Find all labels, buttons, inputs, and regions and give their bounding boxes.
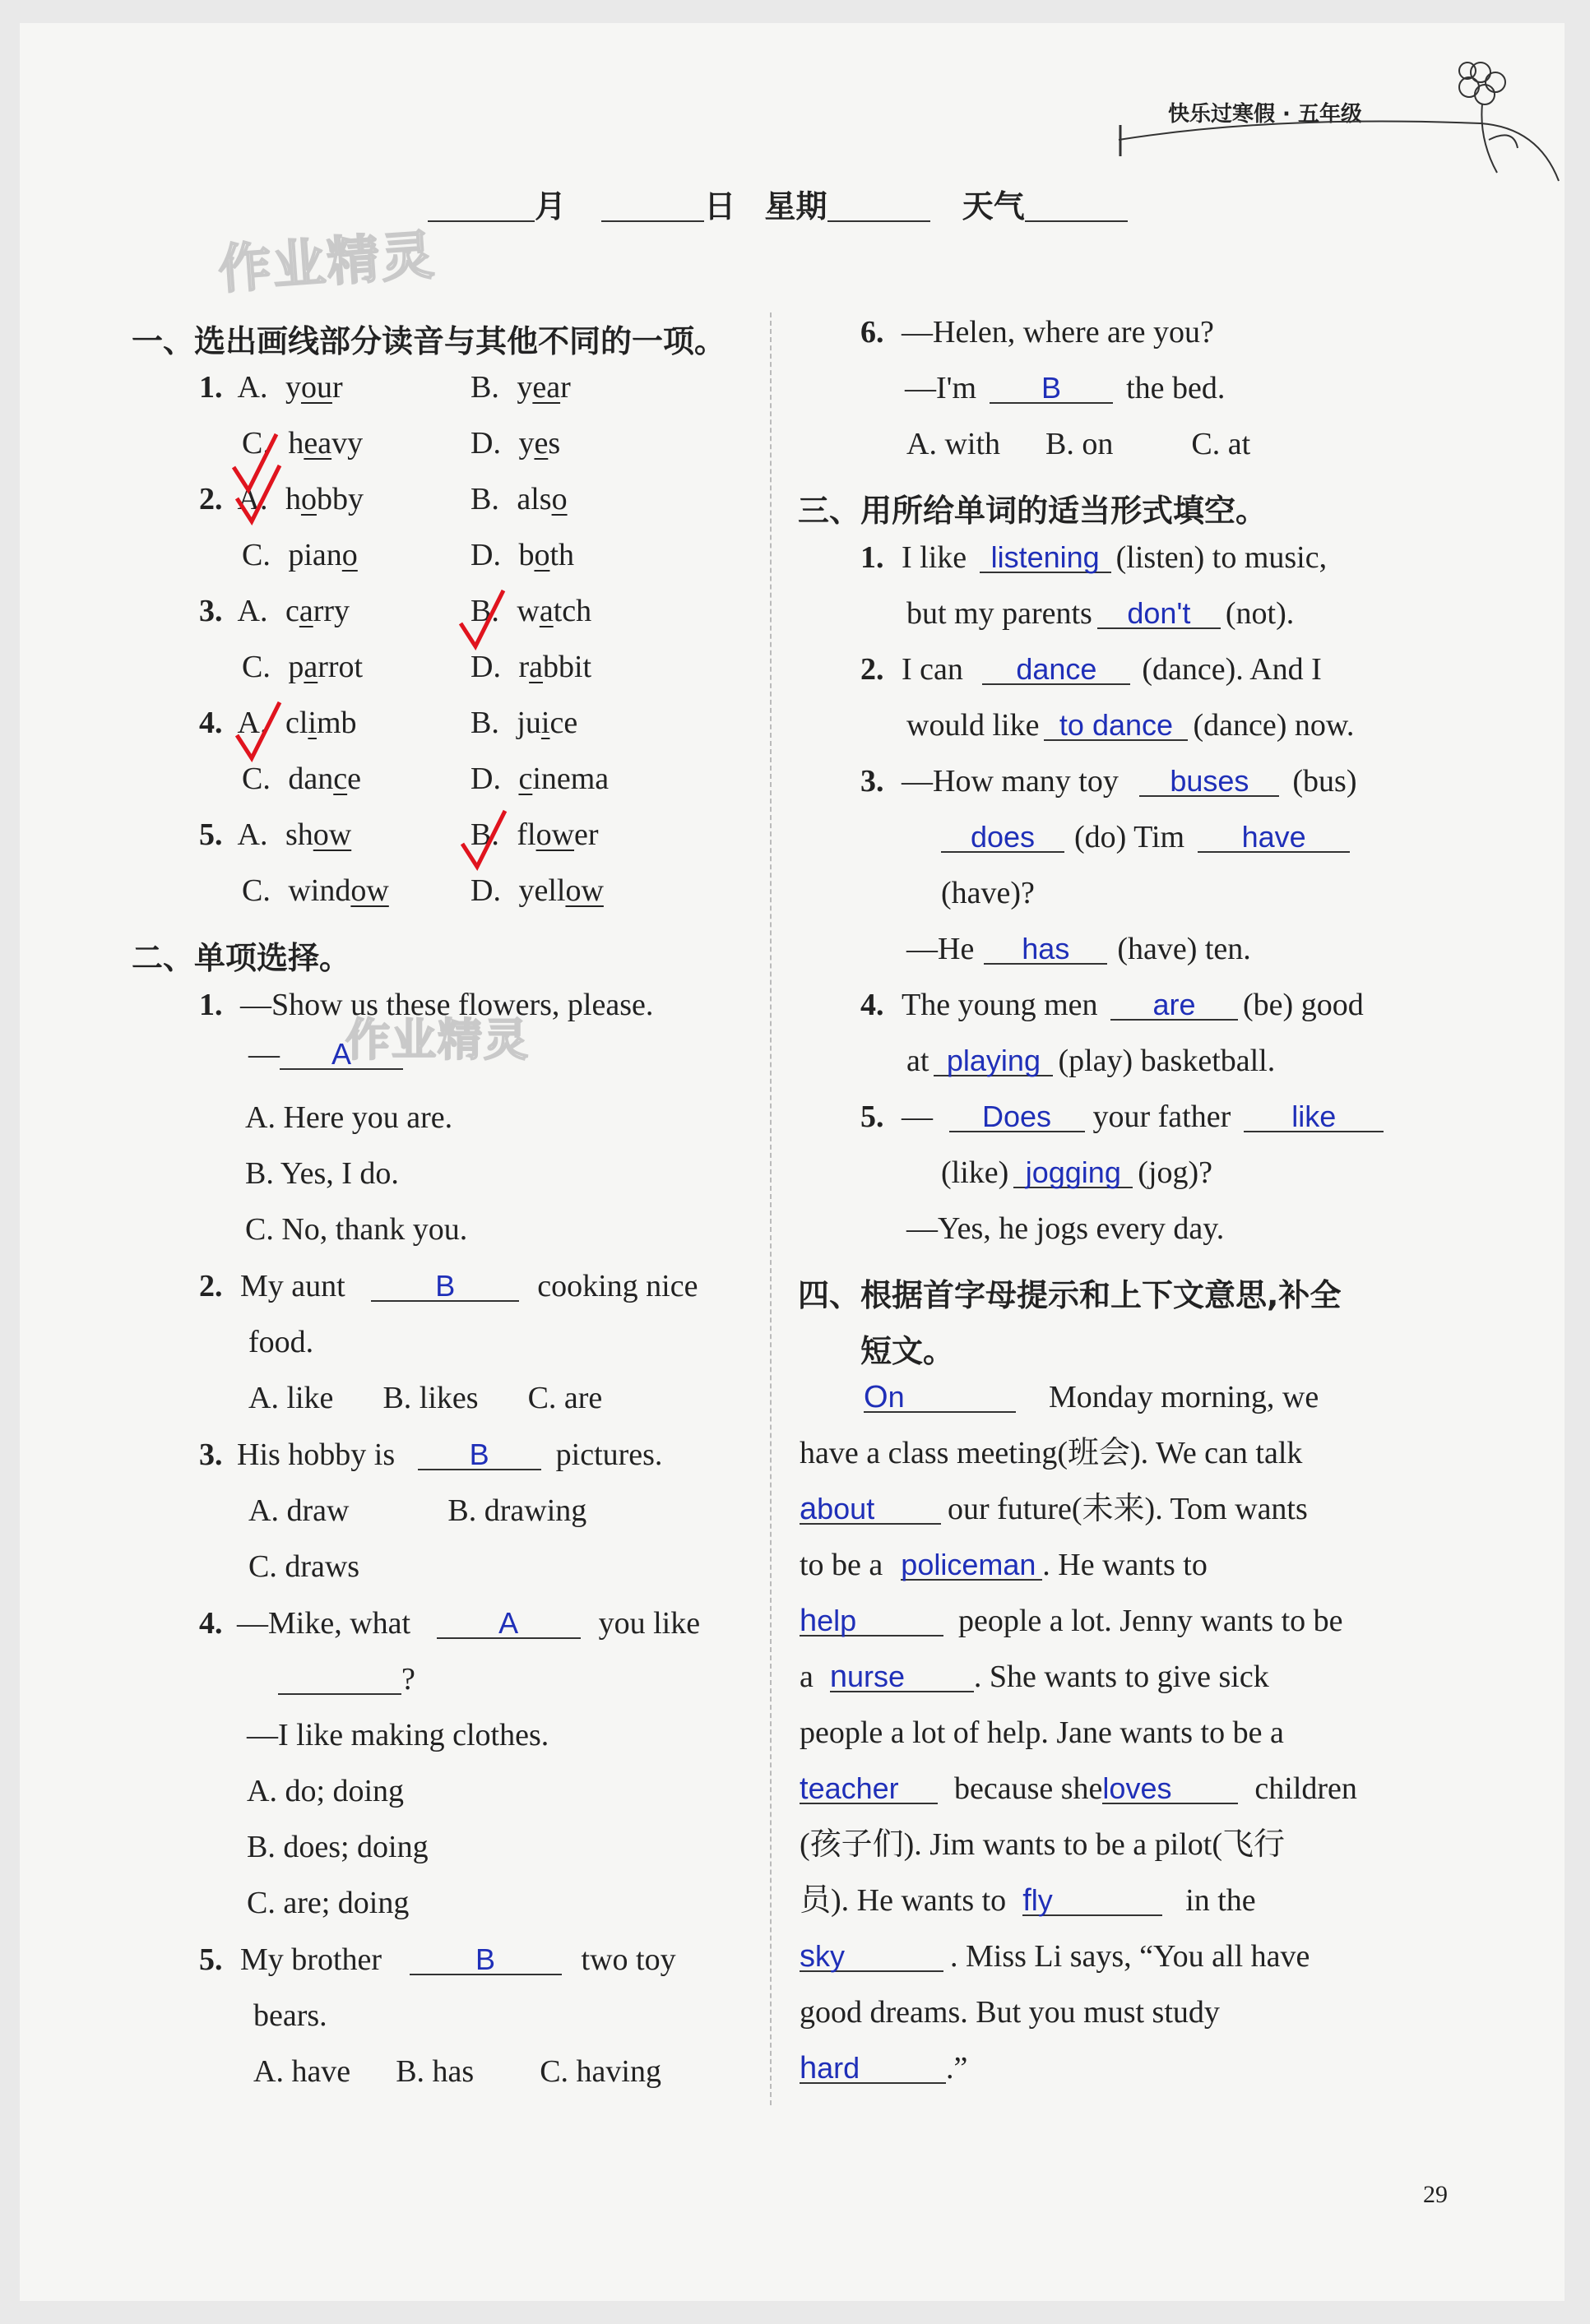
s3-q3-line2: does (do) Tim have bbox=[941, 822, 1350, 853]
s1-item-option: B. year bbox=[471, 370, 571, 405]
s1-item-option: C. parrot bbox=[242, 650, 364, 684]
s3-q5-line2: (like) jogging (jog)? bbox=[941, 1155, 1213, 1190]
s4-line3: about our future(未来). Tom wants bbox=[800, 1492, 1308, 1526]
s2-q4: 4. —Mike, what A you like bbox=[199, 1606, 701, 1641]
s1-item-option: B. flower bbox=[471, 817, 599, 852]
s3-q4-line2: at playing (play) basketball. bbox=[906, 1044, 1276, 1078]
s2-q1-opt-b: B. Yes, I do. bbox=[245, 1156, 399, 1191]
s3-q1: 1. I like listening (listen) to music, bbox=[860, 540, 1328, 575]
check-mark-icon bbox=[457, 586, 507, 651]
s3-q1-line2: but my parents don't (not). bbox=[906, 596, 1295, 631]
s1-item-option: D. yellow bbox=[471, 873, 604, 908]
s2-q6: 6. —Helen, where are you? bbox=[860, 315, 1214, 350]
page-number: 29 bbox=[1423, 2181, 1448, 2208]
s3-q3: 3. —How many toy buses (bus) bbox=[860, 764, 1357, 799]
s1-item-row: 1. A. your bbox=[199, 370, 343, 405]
date-line: 月 日 星期 天气 bbox=[428, 191, 1128, 222]
header-decoration bbox=[1110, 49, 1571, 189]
s4-line10: 员). He wants to fly in the bbox=[800, 1883, 1256, 1918]
s1-item-option: C. piano bbox=[242, 538, 358, 572]
watermark: 作业精灵 bbox=[216, 225, 438, 302]
s4-line8: teacher because sheloves children bbox=[800, 1771, 1357, 1806]
s1-item-row: 2. A. hobby bbox=[199, 482, 364, 516]
s3-q5: 5. — Does your father like bbox=[860, 1101, 1384, 1132]
s2-q6-opts: A. with B. on C. at bbox=[906, 427, 1251, 461]
section1-title: 一、选出画线部分读音与其他不同的一项。 bbox=[132, 323, 726, 359]
s1-item-row: 4. A. climb bbox=[199, 706, 357, 740]
s2-q4-opt-c: C. are; doing bbox=[247, 1886, 410, 1920]
s1-item-option: C. heavy bbox=[242, 426, 364, 461]
s3-q2-line2: would like to dance (dance) now. bbox=[906, 708, 1355, 743]
s4-line7: people a lot of help. Jane wants to be a bbox=[800, 1715, 1284, 1750]
s1-item-option: B. watch bbox=[471, 594, 592, 628]
s4-line13: hard .” bbox=[800, 2051, 968, 2086]
s2-q5: 5. My brother B two toy bbox=[199, 1942, 676, 1977]
section3-title: 三、用所给单词的适当形式填空。 bbox=[798, 493, 1268, 529]
s1-item-option: C. dance bbox=[242, 762, 361, 796]
s2-q1: 1. —Show us these flowers, please. bbox=[199, 988, 654, 1022]
s2-q4-opt-b: B. does; doing bbox=[247, 1830, 429, 1864]
s2-q5-opts: A. have B. has C. having bbox=[253, 2054, 661, 2089]
s1-item-option: D. both bbox=[471, 538, 575, 572]
s3-q4: 4. The young men are (be) good bbox=[860, 988, 1364, 1022]
s4-line2: have a class meeting(班会). We can talk bbox=[800, 1436, 1303, 1470]
s4-line4: to be a policeman . He wants to bbox=[800, 1548, 1208, 1582]
section2-title: 二、单项选择。 bbox=[132, 940, 351, 976]
s4-line5: help people a lot. Jenny wants to be bbox=[800, 1604, 1343, 1638]
header-title: 快乐过寒假 · 五年级 bbox=[1168, 102, 1362, 127]
column-divider bbox=[770, 312, 772, 2105]
s4-line12: good dreams. But you must study bbox=[800, 1995, 1220, 2030]
s2-q2-opts: A. like B. likes C. are bbox=[248, 1381, 603, 1415]
s1-item-row: 5. A. show bbox=[199, 817, 352, 852]
check-mark-icon bbox=[234, 461, 283, 526]
s2-q4-line2: ? bbox=[278, 1664, 415, 1695]
s1-item-option: D. rabbit bbox=[471, 650, 592, 684]
s4-line11: sky . Miss Li says, “You all have bbox=[800, 1939, 1310, 1974]
section4-title: 四、根据首字母提示和上下文意思,补全 bbox=[798, 1277, 1342, 1313]
check-mark-icon bbox=[234, 697, 283, 763]
s2-q3-opts: A. draw B. drawing bbox=[248, 1493, 587, 1528]
flower-icon bbox=[1459, 62, 1518, 173]
s3-q3-line3: (have)? bbox=[941, 876, 1035, 910]
s1-item-option: B. juice bbox=[471, 706, 578, 740]
s2-q6-answer: —I'm B the bed. bbox=[905, 371, 1226, 405]
check-mark-icon bbox=[459, 806, 508, 872]
s2-q5-line2: bears. bbox=[253, 1998, 327, 2033]
s3-q3-line4: —He has (have) ten. bbox=[906, 932, 1251, 966]
s2-q2: 2. My aunt B cooking nice bbox=[199, 1269, 698, 1303]
s1-item-option: D. cinema bbox=[471, 762, 610, 796]
section4-title-2: 短文。 bbox=[860, 1333, 955, 1369]
s2-q1-opt-c: C. No, thank you. bbox=[245, 1212, 468, 1247]
s4-line6: a nurse . She wants to give sick bbox=[800, 1660, 1269, 1694]
s1-item-option: D. yes bbox=[471, 426, 561, 461]
s2-q1-answer: — A bbox=[248, 1039, 403, 1070]
s2-q4-reply: —I like making clothes. bbox=[247, 1718, 549, 1752]
watermark-2: 作业精灵 bbox=[345, 1014, 530, 1066]
s2-q3: 3. His hobby is B pictures. bbox=[199, 1437, 663, 1472]
s4-line9: (孩子们). Jim wants to be a pilot(飞行 bbox=[800, 1827, 1285, 1862]
s2-q2-line2: food. bbox=[248, 1325, 314, 1359]
s2-q1-opt-a: A. Here you are. bbox=[245, 1100, 453, 1135]
s1-item-option: B. also bbox=[471, 482, 568, 516]
s3-q2: 2. I can dance (dance). And I bbox=[860, 652, 1322, 687]
s2-q4-opt-a: A. do; doing bbox=[247, 1774, 405, 1808]
s1-item-option: C. window bbox=[242, 873, 389, 908]
s3-q5-reply: —Yes, he jogs every day. bbox=[906, 1211, 1225, 1246]
s2-q3-opt-c: C. draws bbox=[248, 1549, 360, 1584]
s1-item-row: 3. A. carry bbox=[199, 594, 350, 628]
s4-line1: On Monday morning, we bbox=[864, 1380, 1319, 1414]
